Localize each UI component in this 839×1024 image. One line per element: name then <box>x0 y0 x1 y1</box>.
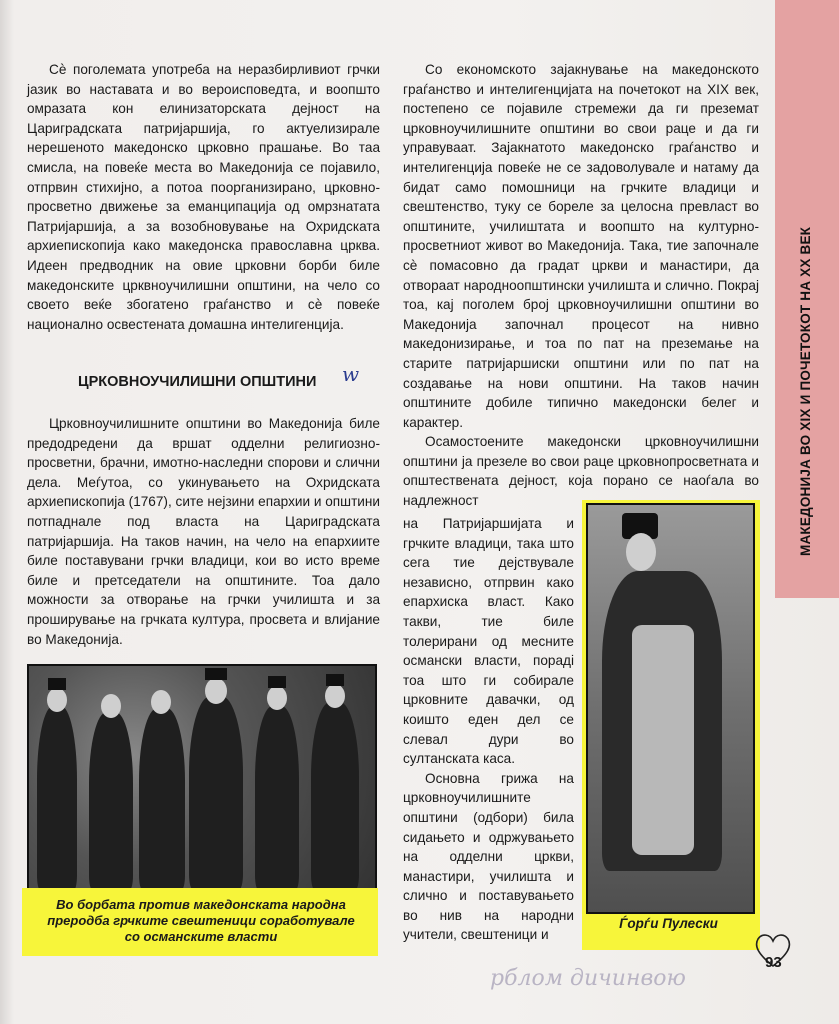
right-paragraph-2-start: Осамостоените македонски црковноучилишни општини ја презеле во свои раце црковнопросветната и општествената дејност, која порано се наоѓала во надлежност <box>403 434 759 509</box>
section-body <box>27 414 380 649</box>
pen-mark: w <box>342 362 360 386</box>
right-column-narrow <box>403 514 574 945</box>
group-photo <box>27 664 377 892</box>
section-body-text: Црковноучилишните општини во Македонија биле предодредени да вршат одделни религиозно-просветни, брачни, имотно-наследни спорови и слични дела. Меѓутоа, со укинувањето на Охридската архиепископија (1767), сите нејзини епархии и општини потпаднале под власта на Цариградската патријаршија. На таков начин, на чело на епархиите биле поставувани грчки владици, кои во исто време биле и претседатели на општините. Тоа дало можности за отворање на грчки училишта и за проширување на грчката култура, просвета и влијание во Македонија. <box>27 416 380 647</box>
chapter-title: МАКЕДОНИЈА ВО XIX И ПОЧЕТОКОТ НА XX ВЕК <box>798 226 813 556</box>
section-heading: ЦРКОВНОУЧИЛИШНИ ОПШТИНИ <box>78 374 317 390</box>
group-photo-caption: Во борбата против македонската народна преродба грчките свештеници соработувале со османските власти <box>47 897 355 944</box>
portrait-caption: Ѓорѓи Пулески <box>619 916 718 931</box>
portrait-photo <box>586 503 755 914</box>
intro-paragraph <box>27 60 380 334</box>
right-column-top <box>403 60 759 511</box>
right-paragraph-2-end: на Патријаршијата и грчките владици, така што сега тие дејствувале независно, отпрвин како епархиска власт. Како такви, тие биле толерирани од месните османски власти, пораді тоа што ги собирале црковните давачки, од коишто еден дел се слевал дури во султанската каса. <box>403 516 574 767</box>
right-paragraph-1: Со економското зајакнување на македонското граѓанство и интелигенцијата на почетокот на XIX век, постепено се појавиле стремежи да ги преземат црковноучилишните општини во свои раце и да ги управуваат. Зајакнатото македонско граѓанство и интелигенција повеќе не се задоволувале и натаму да бидат само помошници на грчките владици и свештенство, туку се бореле за целосна превласт во општините, училиштата и воопшто на културно-просветниот живот во Македонија. Така, тие започнале сѐ помасовно да градат цркви и манастири, да отвораат народноопштински училишта и слично. Покрај тоа, кај поголем број црковноучилишни општини во Македонија започнал процесот на нивно македонизирање, и тоа по пат на преземање на старите патријаршиски општини или по пат на создавање на нови општини. На таков начин општините добиле типично македонски белег и карактер. <box>403 62 759 430</box>
pencil-scribble: рблом дичинвою <box>490 966 686 991</box>
page-number: 93 <box>765 954 782 971</box>
intro-text: Сѐ поголемата употреба на неразбирливиот грчки јазик во наставата и во вероисповедта, и воопшто омразата кон елинизаторската дејност на Цариградската патријаршија, го актуелизирале нерешеното македонско црковно прашање. Во таа смисла, на повеќе места во Македонија се појавило, отпрвин стихијно, а потоа поорганизирано, црковно-просветно движење за еманципација од омрзнатата Патријаршија, а за возобновување на Охридската архиепископија како македонска православна црква. Идеен предводник на овие црковни борби биле македонските црквноучилишни општини, на чело со своето веќе збогатено граѓанство и сѐ повеќе национално освестената домашна интелигенција. <box>27 62 380 332</box>
right-paragraph-3: Основна грижа на црковноучилишните општини (одбори) била сидањето и одржувањето на одделни цркви, манастири, училишта и слично и поставувањето во нив на народни учители, свештеници и <box>403 770 574 943</box>
